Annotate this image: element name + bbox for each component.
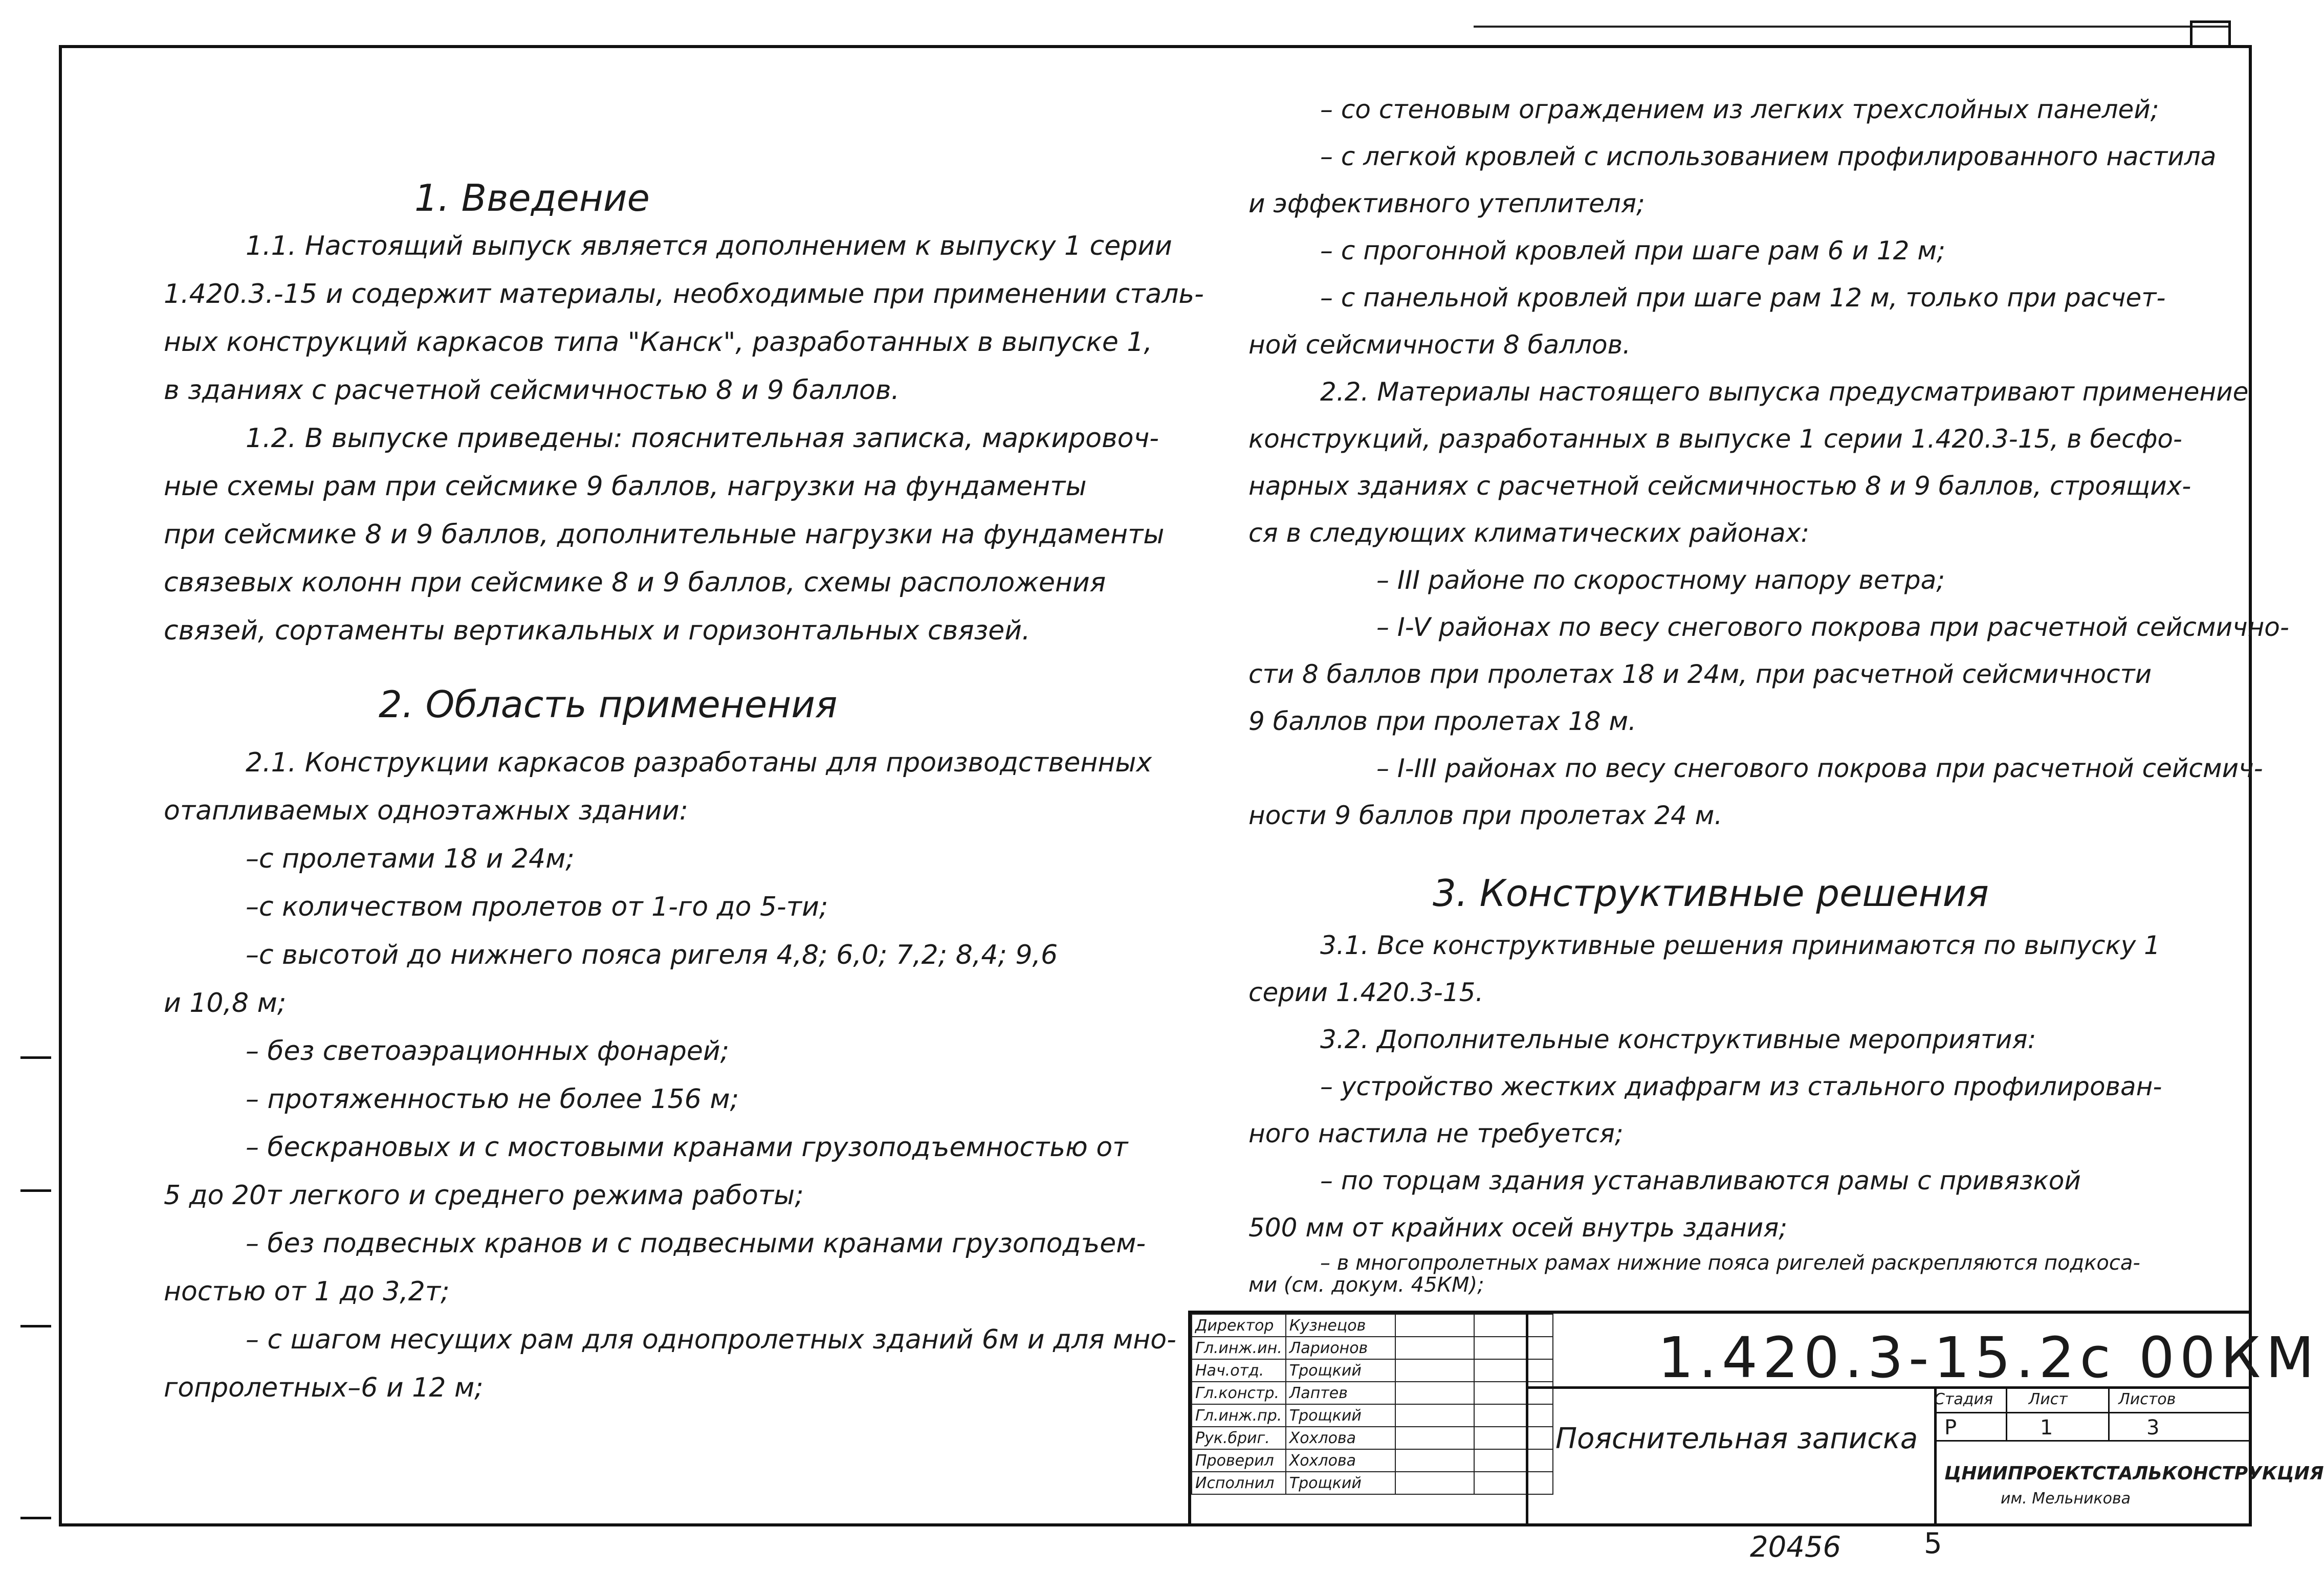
name-cell: Лаптев	[1286, 1382, 1395, 1404]
paragraph-line: ностью от 1 до 3,2т;	[164, 1276, 450, 1307]
paragraph-line: – I-V районах по весу снегового покрова при расчетной сейсмично-	[1376, 612, 2289, 642]
paragraph-line: и 10,8 м;	[164, 988, 287, 1019]
paragraph-line: – бескрановых и с мостовыми кранами грузоподъемностью от	[246, 1132, 1128, 1163]
paragraph-line: – по торцам здания устанавливаются рамы с привязкой	[1320, 1166, 2081, 1195]
signature-cell	[1395, 1449, 1474, 1472]
paragraph-line: конструкций, разработанных в выпуске 1 серии 1.420.3-15, в бесфо-	[1248, 424, 2182, 454]
archive-stamp: 20456	[1750, 1531, 1841, 1564]
organization-subtitle: им. Мельникова	[2001, 1490, 2131, 1508]
paragraph-line: 3.2. Дополнительные конструктивные мероприятия:	[1320, 1025, 2036, 1054]
name-cell: Кузнецов	[1286, 1314, 1395, 1337]
name-cell: Ларионов	[1286, 1337, 1395, 1359]
name-cell: Трощкий	[1286, 1359, 1395, 1382]
paragraph-line: ного настила не требуется;	[1248, 1119, 1624, 1148]
organization-name: ЦНИИПРОЕКТСТАЛЬКОНСТРУКЦИЯ	[1944, 1463, 2324, 1484]
paragraph-line: 1.2. В выпуске приведены: пояснительная записка, маркировоч-	[246, 423, 1159, 454]
paragraph-line: связей, сортаменты вертикальных и горизонтальных связей.	[164, 615, 1031, 646]
paragraph-line: ности 9 баллов при пролетах 24 м.	[1248, 801, 1723, 830]
sheets-value: 3	[2146, 1416, 2160, 1440]
signature-cell	[1395, 1359, 1474, 1382]
margin-tick	[20, 1189, 51, 1192]
role-cell: Директор	[1192, 1314, 1286, 1337]
paragraph-line: – со стеновым ограждением из легких трехслойных панелей;	[1320, 95, 2159, 124]
paragraph-line: – III районе по скоростному напору ветра;	[1376, 565, 1945, 595]
paragraph-line: – с шагом несущих рам для однопролетных зданий 6м и для мно-	[246, 1324, 1176, 1355]
stage-value: Р	[1944, 1416, 1957, 1440]
paragraph-line: 5 до 20т легкого и среднего режима работы;	[164, 1180, 804, 1211]
role-cell: Рук.бриг.	[1192, 1427, 1286, 1449]
stage-headers	[1934, 1390, 2176, 1408]
paragraph-line: 500 мм от крайних осей внутрь здания;	[1248, 1213, 1788, 1243]
paragraph-line: – без подвесных кранов и с подвесными кранами грузоподъем-	[246, 1228, 1146, 1259]
paragraph-line: при сейсмике 8 и 9 баллов, дополнительные нагрузки на фундаменты	[164, 519, 1165, 550]
name-cell: Хохлова	[1286, 1427, 1395, 1449]
role-cell: Исполнил	[1192, 1472, 1286, 1494]
paragraph-line: – в многопролетных рамах нижние пояса ригелей раскрепляются подкоса-	[1320, 1251, 2140, 1275]
name-cell: Трощкий	[1286, 1404, 1395, 1427]
paragraph-line: и эффективного утеплителя;	[1248, 189, 1645, 218]
paragraph-line: сти 8 баллов при пролетах 18 и 24м, при расчетной сейсмичности	[1248, 659, 2152, 689]
paragraph-line: ные схемы рам при сейсмике 9 баллов, нагрузки на фундаменты	[164, 471, 1087, 502]
stage-values	[1944, 1416, 2159, 1440]
section-2-title: 2. Область применения	[379, 683, 838, 726]
document-code: 1.420.3-15.2с 00КМ	[1658, 1325, 2319, 1390]
paragraph-line: 1.1. Настоящий выпуск является дополнением к выпуску 1 серии	[246, 231, 1172, 261]
sheet-label: Лист	[2028, 1390, 2068, 1408]
signature-cell	[1395, 1314, 1474, 1337]
section-3-title: 3. Конструктивные решения	[1433, 872, 1989, 915]
signatures-table	[1191, 1314, 1553, 1495]
document-subject: Пояснительная записка	[1555, 1422, 1918, 1455]
paragraph-line: серии 1.420.3-15.	[1248, 978, 1484, 1007]
paragraph-line: ных конструкций каркасов типа "Канск", разработанных в выпуске 1,	[164, 327, 1153, 358]
margin-tick	[20, 1517, 51, 1519]
margin-tick	[20, 1056, 51, 1059]
paragraph-line: ной сейсмичности 8 баллов.	[1248, 330, 1631, 360]
paragraph-line: 2.2. Материалы настоящего выпуска предусматривают применение	[1320, 377, 2249, 407]
paragraph-line: гопролетных–6 и 12 м;	[164, 1372, 484, 1403]
paragraph-line: в зданиях с расчетной сейсмичностью 8 и 9 баллов.	[164, 375, 900, 406]
paragraph-line: –с пролетами 18 и 24м;	[246, 844, 575, 874]
paragraph-line: – I-III районах по весу снегового покрова при расчетной сейсмич-	[1376, 754, 2263, 783]
signature-cell	[1395, 1427, 1474, 1449]
paragraph-line: –с количеством пролетов от 1-го до 5-ти;	[246, 892, 828, 922]
section-1-title: 1. Введение	[414, 176, 650, 219]
role-cell: Нач.отд.	[1192, 1359, 1286, 1382]
paragraph-line: ся в следующих климатических районах:	[1248, 518, 1810, 548]
role-cell: Гл.инж.ин.	[1192, 1337, 1286, 1359]
top-rule	[1474, 26, 2231, 28]
sheet-value: 1	[2040, 1416, 2053, 1440]
page-number: 5	[1924, 1527, 1942, 1560]
paragraph-line: – протяженностью не более 156 м;	[246, 1084, 739, 1115]
name-cell: Хохлова	[1286, 1449, 1395, 1472]
signature-cell	[1395, 1472, 1474, 1494]
title-block-divider	[1934, 1412, 2252, 1413]
paragraph-line: 2.1. Конструкции каркасов разработаны для производственных	[246, 747, 1152, 778]
role-cell: Гл.инж.пр.	[1192, 1404, 1286, 1427]
role-cell: Гл.констр.	[1192, 1382, 1286, 1404]
paragraph-line: связевых колонн при сейсмике 8 и 9 баллов, схемы расположения	[164, 567, 1106, 598]
paragraph-line: – устройство жестких диафрагм из стального профилирован-	[1320, 1072, 2162, 1101]
corner-mark	[2190, 20, 2231, 46]
role-cell: Проверил	[1192, 1449, 1286, 1472]
right-column	[1248, 86, 2289, 1295]
paragraph-line: – с легкой кровлей с использованием профилированного настила	[1320, 142, 2217, 171]
name-cell: Трощкий	[1286, 1472, 1395, 1494]
paragraph-line: – с прогонной кровлей при шаге рам 6 и 12 м;	[1320, 236, 1945, 265]
stage-label: Стадия	[1934, 1390, 1993, 1408]
paragraph-line: 3.1. Все конструктивные решения принимаются по выпуску 1	[1320, 931, 2160, 960]
sheets-label: Листов	[2118, 1390, 2176, 1408]
margin-tick	[20, 1325, 51, 1327]
paragraph-line: – без светоаэрационных фонарей;	[246, 1036, 730, 1067]
signature-cell	[1395, 1404, 1474, 1427]
paragraph-line: 1.420.3.-15 и содержит материалы, необходимые при применении сталь-	[164, 279, 1204, 309]
paragraph-line: 9 баллов при пролетах 18 м.	[1248, 706, 1636, 736]
left-column	[164, 174, 1204, 1412]
paragraph-line: нарных зданиях с расчетной сейсмичностью 8 и 9 баллов, строящих-	[1248, 471, 2191, 501]
paragraph-line: –с высотой до нижнего пояса ригеля 4,8; 6,0; 7,2; 8,4; 9,6	[246, 940, 1058, 970]
paragraph-line: отапливаемых одноэтажных здании:	[164, 795, 689, 826]
paragraph-line: ми (см. докум. 45КМ);	[1248, 1273, 1484, 1297]
title-block-divider	[1526, 1311, 1528, 1526]
paragraph-line: – с панельной кровлей при шаге рам 12 м, только при расчет-	[1320, 283, 2166, 313]
title-block-divider	[1934, 1440, 2252, 1442]
signature-cell	[1395, 1337, 1474, 1359]
signature-cell	[1395, 1382, 1474, 1404]
